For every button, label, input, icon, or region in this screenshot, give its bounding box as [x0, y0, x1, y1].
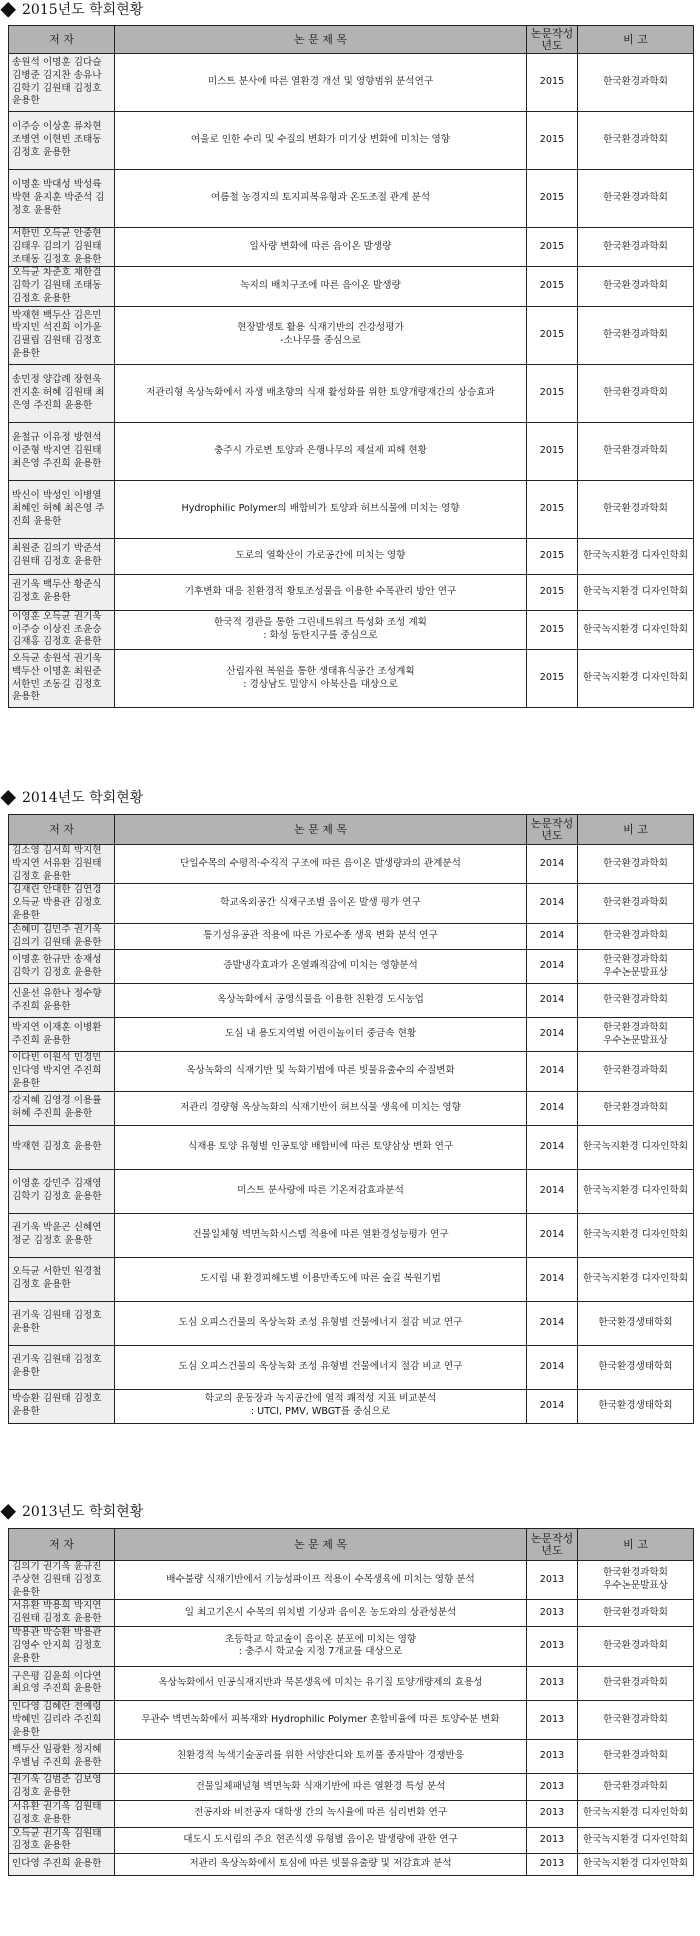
authors-cell: 박재현 김정호 윤용한 — [9, 1125, 115, 1169]
year-cell: 2014 — [527, 1301, 578, 1345]
authors-cell: 오득균 권기욱 김원태 김정호 윤용한 — [9, 1827, 115, 1854]
authors-cell: 손혜미 김민주 권기욱 김의기 김원태 윤용한 — [9, 923, 115, 950]
year-cell: 2013 — [527, 1774, 578, 1801]
paper-title-cell: Hydrophilic Polymer의 배합비가 토양과 허브식물에 미치는 영향 — [115, 480, 527, 538]
paper-title-cell: 녹지의 배치구조에 따른 음이온 발생량 — [115, 267, 527, 306]
table-row — [9, 650, 694, 708]
authors-cell: 김재린 안대한 김연경 오득균 박용관 김정호 윤용한 — [9, 884, 115, 923]
table-row — [9, 1827, 694, 1854]
note-cell: 한국환경생태학회 — [578, 1301, 694, 1345]
year-cell: 2013 — [527, 1626, 578, 1666]
authors-cell: 인다영 주진희 윤용한 — [9, 1854, 115, 1876]
authors-cell: 구은평 김윤희 이다연 최요영 주진희 윤용한 — [9, 1666, 115, 1700]
authors-cell: 서한민 오득균 안중현 김태우 김의기 김원태 조태동 김정호 윤용한 — [9, 228, 115, 267]
table-row — [9, 306, 694, 364]
year-cell: 2015 — [527, 480, 578, 538]
authors-cell: 서유환 권기욱 김원태 김정호 윤용한 — [9, 1800, 115, 1827]
note-cell: 한국환경과학회 — [578, 1052, 694, 1091]
note-cell: 한국환경과학회 — [578, 364, 694, 422]
table-row — [9, 950, 694, 984]
paper-title-cell: 건물일체형 벽면녹화시스템 적용에 따른 열환경성능평가 연구 — [115, 1213, 527, 1257]
diamond-bullet-icon — [0, 1504, 16, 1520]
year-cell: 2013 — [527, 1561, 578, 1600]
year-cell: 2014 — [527, 923, 578, 950]
note-cell: 한국환경과학회 우수논문발표상 — [578, 1561, 694, 1600]
table-row — [9, 267, 694, 306]
paper-title-cell: 초등학교 학교숲이 음이온 분포에 미치는 영향 : 충주시 학교숲 지정 7개교를 대상으로 — [115, 1626, 527, 1666]
authors-cell: 이명훈 박대성 박성륙 박현 윤지훈 박준석 김정호 윤용한 — [9, 170, 115, 228]
note-cell: 한국환경과학회 — [578, 54, 694, 112]
header-note: 비 고 — [578, 815, 694, 845]
paper-title-cell: 식재용 토양 유형별 인공토양 배합비에 따른 토양삼상 변화 연구 — [115, 1125, 527, 1169]
paper-title-cell: 도심 오피스건물의 옥상녹화 조성 유형별 건물에너지 절감 비교 연구 — [115, 1345, 527, 1389]
authors-cell: 오득균 송원석 권기욱 백두산 이명훈 최원준 서한민 조동길 김정호 윤용한 — [9, 650, 115, 708]
year-cell: 2015 — [527, 267, 578, 306]
table-header-row — [9, 26, 694, 54]
paper-title-cell: 한국적 경관을 통한 그린네트워크 특성화 조성 계획 : 화성 동탄지구를 중심으로 — [115, 610, 527, 649]
table-row — [9, 1257, 694, 1301]
note-cell: 한국환경과학회 — [578, 923, 694, 950]
note-cell: 한국녹지환경 디자인학회 — [578, 1800, 694, 1827]
year-cell: 2014 — [527, 1125, 578, 1169]
authors-cell: 인다영 김혜란 전예령 박혜민 김리라 주진희 윤용한 — [9, 1700, 115, 1739]
paper-title-cell: 학교옥외공간 식재구조별 음이온 발생 평가 연구 — [115, 884, 527, 923]
year-cell: 2014 — [527, 1052, 578, 1091]
table-row — [9, 228, 694, 267]
paper-title-cell: 무관수 벽면녹화에서 피복재와 Hydrophilic Polymer 혼합비율에 따른 토양수분 변화 — [115, 1700, 527, 1739]
note-cell: 한국녹지환경 디자인학회 — [578, 650, 694, 708]
table-row — [9, 1626, 694, 1666]
note-cell: 한국환경과학회 — [578, 267, 694, 306]
note-cell: 한국환경과학회 — [578, 170, 694, 228]
paper-title-cell: 대도시 도시림의 주요 현존식생 유형별 음이온 발생량에 관한 연구 — [115, 1827, 527, 1854]
section-title-2013: 2013년도 학회현황 — [2, 1503, 143, 1521]
year-cell: 2015 — [527, 306, 578, 364]
year-cell: 2014 — [527, 1345, 578, 1389]
authors-cell: 권기욱 김범준 김보영 김정호 윤용한 — [9, 1774, 115, 1801]
table-header-row — [9, 1529, 694, 1561]
header-year: 논문작성년도 — [527, 815, 578, 845]
table-row — [9, 1018, 694, 1052]
table-row — [9, 538, 694, 574]
note-cell: 한국녹지환경 디자인학회 — [578, 574, 694, 610]
note-cell: 한국환경과학회 — [578, 845, 694, 884]
header-author: 저 자 — [9, 26, 115, 54]
note-cell: 한국환경생태학회 — [578, 1345, 694, 1389]
table-row — [9, 1600, 694, 1627]
paper-title-cell: 건물일체패널형 벽면녹화 식재기반에 따른 열환경 특성 분석 — [115, 1774, 527, 1801]
authors-cell: 권기욱 김원태 김정호 윤용한 — [9, 1345, 115, 1389]
authors-cell: 서유환 박용희 박지연 김원태 김정호 윤용한 — [9, 1600, 115, 1627]
authors-cell: 최원준 김의기 박준석 김원태 김정호 윤용한 — [9, 538, 115, 574]
authors-cell: 윤철규 이유정 방현석 이준형 박지연 김원태 최은영 주진희 윤용한 — [9, 422, 115, 480]
paper-title-cell: 충주시 가로변 토양과 은행나무의 제설제 피해 현황 — [115, 422, 527, 480]
year-cell: 2015 — [527, 538, 578, 574]
table-row — [9, 1700, 694, 1739]
table-row — [9, 1666, 694, 1700]
table-header-row — [9, 815, 694, 845]
paper-title-cell: 배수불량 식재기반에서 기능성파이프 적용이 수목생육에 미치는 영향 분석 — [115, 1561, 527, 1600]
note-cell: 한국녹지환경 디자인학회 — [578, 1213, 694, 1257]
table-row — [9, 610, 694, 649]
authors-cell: 이다빈 이원석 민경민 인다영 박지연 주진희 윤용한 — [9, 1052, 115, 1091]
authors-cell: 박신이 박성인 이병열 최혜인 허혜 최은영 주진희 윤용한 — [9, 480, 115, 538]
paper-title-cell: 학교의 운동장과 녹지공간에 열적 쾌적성 지표 비교분석 : UTCI, PMV, WBGT를 중심으로 — [115, 1389, 527, 1423]
year-cell: 2014 — [527, 1257, 578, 1301]
paper-title-cell: 도시림 내 환경피해도별 이용만족도에 따른 숲길 복원기법 — [115, 1257, 527, 1301]
table-row — [9, 1740, 694, 1774]
note-cell: 한국환경생태학회 — [578, 1389, 694, 1423]
paper-title-cell: 기후변화 대응 친환경적 황토조성물을 이용한 수목관리 방안 연구 — [115, 574, 527, 610]
paper-title-cell: 여름철 농경지의 토지피복유형과 온도조절 관계 분석 — [115, 170, 527, 228]
table-row — [9, 923, 694, 950]
paper-title-cell: 친환경적 녹색기술공리를 위한 서양잔디와 토끼풀 종자발아 경쟁반응 — [115, 1740, 527, 1774]
note-cell: 한국환경과학회 — [578, 1600, 694, 1627]
year-cell: 2015 — [527, 574, 578, 610]
note-cell: 한국환경과학회 — [578, 112, 694, 170]
table-row — [9, 1091, 694, 1125]
year-cell: 2014 — [527, 1169, 578, 1213]
authors-cell: 백두산 임광환 정지혜 우별님 주진희 윤용한 — [9, 1740, 115, 1774]
year-cell: 2015 — [527, 228, 578, 267]
note-cell: 한국녹지환경 디자인학회 — [578, 1257, 694, 1301]
diamond-bullet-icon — [0, 790, 16, 806]
authors-cell: 박승환 김원태 김정호 윤용한 — [9, 1389, 115, 1423]
note-cell: 한국녹지환경 디자인학회 — [578, 1854, 694, 1876]
header-note: 비 고 — [578, 26, 694, 54]
year-cell: 2015 — [527, 170, 578, 228]
header-year: 논문작성년도 — [527, 26, 578, 54]
table-row — [9, 364, 694, 422]
year-cell: 2015 — [527, 54, 578, 112]
note-cell: 한국환경과학회 우수논문발표상 — [578, 1018, 694, 1052]
year-cell: 2013 — [527, 1827, 578, 1854]
paper-title-cell: 도로의 열확산이 가로공간에 미치는 영향 — [115, 538, 527, 574]
note-cell: 한국환경과학회 — [578, 1740, 694, 1774]
table-row — [9, 1561, 694, 1600]
authors-cell: 권기욱 박윤곤 신혜연 정군 김정호 윤용한 — [9, 1213, 115, 1257]
authors-cell: 이명훈 한규만 송재성 김학기 김정호 윤용한 — [9, 950, 115, 984]
table-row — [9, 1169, 694, 1213]
paper-title-cell: 여울로 인한 수리 및 수질의 변화가 미기상 변화에 미치는 영향 — [115, 112, 527, 170]
table-row — [9, 1389, 694, 1423]
authors-cell: 권기욱 김원태 김정호 윤용한 — [9, 1301, 115, 1345]
papers-table-2014 — [8, 814, 694, 1424]
table-row — [9, 170, 694, 228]
paper-title-cell: 일 최고기온시 수목의 위치별 기상과 음이온 농도와의 상관성분석 — [115, 1600, 527, 1627]
paper-title-cell: 저관리 옥상녹화에서 토심에 따른 빗물유출량 및 저감효과 분석 — [115, 1854, 527, 1876]
year-cell: 2014 — [527, 884, 578, 923]
paper-title-cell: 증발냉각효과가 온열쾌적감에 미치는 영향분석 — [115, 950, 527, 984]
authors-cell: 송원석 이명훈 김다슬 김병준 김지찬 송유나 김학기 김원태 김정호 윤용한 — [9, 54, 115, 112]
note-cell: 한국환경과학회 — [578, 1626, 694, 1666]
note-cell: 한국환경과학회 — [578, 884, 694, 923]
paper-title-cell: 도심 내 용도지역별 어린이놀이터 중금속 현황 — [115, 1018, 527, 1052]
table-row — [9, 54, 694, 112]
section-title-2014: 2014년도 학회현황 — [2, 789, 143, 807]
note-cell: 한국환경과학회 — [578, 1666, 694, 1700]
authors-cell: 오득균 서한민 원경철 김정호 윤용한 — [9, 1257, 115, 1301]
table-row — [9, 422, 694, 480]
year-cell: 2014 — [527, 1389, 578, 1423]
year-cell: 2014 — [527, 1213, 578, 1257]
note-cell: 한국녹지환경 디자인학회 — [578, 1125, 694, 1169]
authors-cell: 오득균 차준호 채한결 김학기 김원태 조태동 김정호 윤용한 — [9, 267, 115, 306]
paper-title-cell: 일사량 변화에 따른 음이온 발생량 — [115, 228, 527, 267]
paper-title-cell: 통기성유공관 적용에 따른 가로수종 생육 변화 분석 연구 — [115, 923, 527, 950]
note-cell: 한국환경과학회 — [578, 422, 694, 480]
authors-cell: 이주승 이상훈 류차현 조병연 이현빈 조태동 김정호 윤용한 — [9, 112, 115, 170]
year-cell: 2013 — [527, 1740, 578, 1774]
header-author: 저 자 — [9, 1529, 115, 1561]
header-title: 논 문 제 목 — [115, 1529, 527, 1561]
year-cell: 2015 — [527, 610, 578, 649]
note-cell: 한국녹지환경 디자인학회 — [578, 538, 694, 574]
header-author: 저 자 — [9, 815, 115, 845]
table-row — [9, 1800, 694, 1827]
year-cell: 2013 — [527, 1666, 578, 1700]
year-cell: 2014 — [527, 984, 578, 1018]
header-note: 비 고 — [578, 1529, 694, 1561]
paper-title-cell: 전공자와 비전공자 대학생 간의 녹시율에 따른 심리변화 연구 — [115, 1800, 527, 1827]
year-cell: 2015 — [527, 422, 578, 480]
paper-title-cell: 도심 오피스건물의 옥상녹화 조성 유형별 건물에너지 절감 비교 연구 — [115, 1301, 527, 1345]
authors-cell: 이영훈 오득균 권기욱 이주승 이상진 조윤승 김재홍 김정호 윤용한 — [9, 610, 115, 649]
table-row — [9, 1345, 694, 1389]
table-row — [9, 1854, 694, 1876]
year-cell: 2013 — [527, 1854, 578, 1876]
paper-title-cell: 저관리형 옥상녹화에서 자생 배초향의 식재 활성화를 위한 토양개량재간의 상승효과 — [115, 364, 527, 422]
paper-title-cell: 단일수목의 수평적·수직적 구조에 따른 음이온 발생량과의 관계분석 — [115, 845, 527, 884]
table-row — [9, 112, 694, 170]
authors-cell: 신윤선 유한나 정수향 주진희 윤용한 — [9, 984, 115, 1018]
paper-title-cell: 옥상녹화에서 인공식재지반과 묵본생육에 미치는 유기질 토양개량제의 효용성 — [115, 1666, 527, 1700]
authors-cell: 송민정 양갑례 장현욱 전지훈 허혜 김원태 최은영 주진희 윤용한 — [9, 364, 115, 422]
paper-title-cell: 미스트 분사에 따른 열환경 개선 및 영향범위 분석연구 — [115, 54, 527, 112]
table-row — [9, 1301, 694, 1345]
year-cell: 2014 — [527, 1091, 578, 1125]
paper-title-cell: 옥상녹화에서 공영식물을 이용한 친환경 도시농업 — [115, 984, 527, 1018]
header-year: 논문작성년도 — [527, 1529, 578, 1561]
note-cell: 한국환경과학회 — [578, 984, 694, 1018]
table-row — [9, 480, 694, 538]
authors-cell: 박용관 박승환 박용관 김영수 안지희 김정호 윤용한 — [9, 1626, 115, 1666]
year-cell: 2014 — [527, 950, 578, 984]
header-title: 논 문 제 목 — [115, 26, 527, 54]
section-title-2015: 2015년도 학회현황 — [2, 1, 143, 19]
paper-title-cell: 미스트 분사량에 따른 기온저감효과분석 — [115, 1169, 527, 1213]
note-cell: 한국환경과학회 — [578, 306, 694, 364]
year-cell: 2014 — [527, 845, 578, 884]
year-cell: 2013 — [527, 1700, 578, 1739]
note-cell: 한국녹지환경 디자인학회 — [578, 610, 694, 649]
paper-title-cell: 저관리 경량형 옥상녹화의 식재기반이 허브식물 생육에 미치는 영향 — [115, 1091, 527, 1125]
note-cell: 한국녹지환경 디자인학회 — [578, 1169, 694, 1213]
note-cell: 한국환경과학회 — [578, 228, 694, 267]
note-cell: 한국환경과학회 — [578, 480, 694, 538]
note-cell: 한국환경과학회 — [578, 1700, 694, 1739]
table-row — [9, 845, 694, 884]
table-row — [9, 574, 694, 610]
authors-cell: 이영훈 강민주 김재영 김학기 김정호 윤용한 — [9, 1169, 115, 1213]
authors-cell: 권기욱 백두산 황준식 김정호 윤용한 — [9, 574, 115, 610]
year-cell: 2014 — [527, 1018, 578, 1052]
authors-cell: 강지혜 김영경 이용률 허혜 주진희 윤용한 — [9, 1091, 115, 1125]
diamond-bullet-icon — [0, 2, 16, 18]
papers-table-2015 — [8, 25, 694, 708]
paper-title-cell: 현장발생토 활용 식재기반의 건강성평가 -소나무를 중심으로 — [115, 306, 527, 364]
note-cell: 한국환경과학회 우수논문발표상 — [578, 950, 694, 984]
paper-title-cell: 옥상녹화의 식재기반 및 녹화기법에 따른 빗물유출수의 수질변화 — [115, 1052, 527, 1091]
header-title: 논 문 제 목 — [115, 815, 527, 845]
paper-title-cell: 산림자원 복원을 통한 생태휴식공간 조성계획 : 경상남도 밀양시 아북산을 대상으로 — [115, 650, 527, 708]
table-row — [9, 1125, 694, 1169]
authors-cell: 김소영 김서희 박지현 박지연 서유환 김원태 김정호 윤용한 — [9, 845, 115, 884]
note-cell: 한국녹지환경 디자인학회 — [578, 1827, 694, 1854]
authors-cell: 박재현 백두산 김은민 박지민 석진희 이가윤 김필립 김원태 김정호 윤용한 — [9, 306, 115, 364]
table-row — [9, 1052, 694, 1091]
note-cell: 한국환경과학회 — [578, 1774, 694, 1801]
table-row — [9, 1774, 694, 1801]
papers-table-2013 — [8, 1528, 694, 1876]
authors-cell: 박지연 이재훈 이병환 주진희 윤용한 — [9, 1018, 115, 1052]
authors-cell: 김의기 권기욱 윤규진 주상현 김원태 김정호 윤용한 — [9, 1561, 115, 1600]
year-cell: 2013 — [527, 1800, 578, 1827]
year-cell: 2015 — [527, 364, 578, 422]
table-row — [9, 1213, 694, 1257]
year-cell: 2015 — [527, 650, 578, 708]
year-cell: 2015 — [527, 112, 578, 170]
table-row — [9, 984, 694, 1018]
note-cell: 한국환경과학회 — [578, 1091, 694, 1125]
year-cell: 2013 — [527, 1600, 578, 1627]
table-row — [9, 884, 694, 923]
